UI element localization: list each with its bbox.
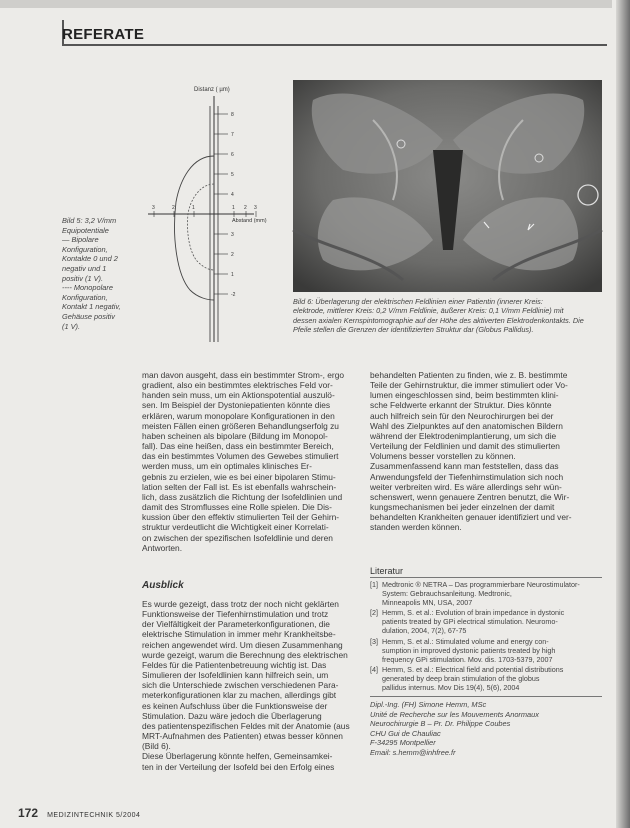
text-line: auch hilfreich sein für den Neurochirurgen bei der <box>370 410 554 421</box>
caption-line: Gehäuse positiv <box>62 311 115 321</box>
reference-line: Medtronic ® NETRA – Das programmierbare Neurostimulator- <box>382 580 580 589</box>
text-line: weiter verbreiten wird. Es wäre allerdings sehr wün- <box>370 481 562 492</box>
x-tick-label: 2 <box>244 205 247 211</box>
y-tick-label: -2 <box>231 292 236 298</box>
text-line: standen werden können. <box>370 522 462 533</box>
top-edge-band <box>0 0 612 8</box>
magazine-name: MEDIZINTECHNIK 5/2004 <box>47 812 141 819</box>
x-tick-label: 1 <box>232 205 235 211</box>
text-line: Antworten. <box>142 542 183 553</box>
reference-line: sumption in improved dystonic patients treated by high <box>382 645 556 655</box>
caption-line: Kontakt 1 negativ, <box>62 302 121 312</box>
text-line: der Vielfältigkeit der Parameterkonfigurationen, die <box>142 619 330 630</box>
x-tick-label: 2 <box>172 205 175 211</box>
address-rule <box>370 696 602 697</box>
text-line: sen. Im Beispiel der Dystoniepatienten könnte dies <box>142 400 331 411</box>
reference-list <box>370 580 605 693</box>
x-tick-label: 3 <box>254 205 257 211</box>
y-tick-label: 2 <box>231 252 234 258</box>
address-line: F-34295 Montpellier <box>370 738 436 747</box>
literature-rule <box>370 577 602 578</box>
page-gutter-shadow <box>616 0 630 828</box>
section-title: REFERATE <box>62 26 145 43</box>
text-line: (Bild 6). <box>142 741 171 752</box>
text-line: Wahl des Zielpunktes auf den anatomischen Bildern <box>370 420 563 431</box>
y-tick-label: 5 <box>231 172 234 178</box>
y-tick-label: 6 <box>231 152 234 158</box>
y-tick-label: 3 <box>231 232 234 238</box>
text-line: on zwischen der spezifischen Isofeldlinie und deren <box>142 532 333 543</box>
page-number: 172 <box>18 806 39 820</box>
text-line: lumen eingeschlossen sind, beim bestimmten klini- <box>370 390 559 401</box>
address-line: Unité de Recherche sur les Mouvements Anormaux <box>370 709 539 719</box>
reference-item <box>370 665 605 692</box>
caption-line: positiv (1 V). <box>62 273 104 283</box>
text-line: man davon ausgeht, dass ein bestimmter Strom-, ergo <box>142 370 345 380</box>
text-line: Feldes für die Patientenbetreuung wichtig ist. Das <box>142 659 327 670</box>
text-line: Volumens besser vorstellen zu können. <box>370 451 516 462</box>
text-line: lation selten der Fall ist. Es ist ebenfalls wahrschein- <box>142 481 337 492</box>
mri-image <box>293 80 602 292</box>
text-line: meisten Fällen einen größeren Behandlungserfolg zu <box>142 420 339 431</box>
reference-line: Hemm, S. et al.: Electrical field and potential distributions <box>382 664 564 674</box>
body-right-column <box>370 370 605 533</box>
text-line: gebnis zu erzielen, wie es bei einer bipolaren Stimu- <box>142 471 336 482</box>
author-address <box>370 700 539 757</box>
text-line: Funktionsweise der Tiefenhirnstimulation und trotz <box>142 609 329 620</box>
text-line: kungsmechanismen bei jeder einzelnen der damit <box>370 502 555 513</box>
text-line: es keinen Aufschluss über die Funktionsweise der <box>142 700 328 711</box>
text-line: reichen angewendet wird. Um diesen Zusammenhang <box>142 639 343 650</box>
reference-number: [2] <box>370 608 378 618</box>
y-tick-label: 7 <box>231 132 234 138</box>
text-line: des patientenspezifischen Feldes mit der Anatomie (aus <box>142 720 350 731</box>
page-footer <box>18 806 140 820</box>
caption-line: Equipotentiale <box>62 225 109 235</box>
reference-line: generated by deep brain stimulation of the globus <box>382 673 540 683</box>
reference-item <box>370 608 605 635</box>
text-line: gradient, also ein bestimmtes elektrisches Feld vor- <box>142 380 333 391</box>
caption-line: Pfeile stellen die Grenzen der identifizierten Struktur dar (Globus Pallidus). <box>293 325 534 335</box>
caption-line: Bild 6: Überlagerung der elektrischen Feldlinien einer Patientin (innerer Kreis: <box>293 297 543 306</box>
y-tick-label: 1 <box>231 272 234 278</box>
text-line: meterkonfigurationen klar zu machen, allerdings gibt <box>142 690 337 701</box>
caption-line: (1 V). <box>62 321 81 331</box>
caption-line: Kontakte 0 und 2 <box>62 254 118 264</box>
figure5-diagram <box>142 84 267 344</box>
text-line: Zusammenfassend kann man feststellen, dass das <box>370 461 559 472</box>
text-line: wurde gezeigt, warum die Berechnung des elektrischen <box>142 649 348 660</box>
figure6-caption <box>293 297 603 335</box>
text-line: elektrische Stimulation in immer mehr Krankheitsbe- <box>142 629 336 640</box>
reference-line: Hemm, S. et al.: Evolution of brain impedance in dystonic <box>382 608 565 618</box>
reference-number: [4] <box>370 664 378 674</box>
text-line: sche Feldwerte erkannt der Struktur. Dies könnte <box>370 400 552 411</box>
caption-line: Bild 5: 3,2 V/mm <box>62 216 117 225</box>
reference-line: patients treated by GPi electrical stimulation. Neuromo- <box>382 617 558 627</box>
caption-line: elektrode, mittlerer Kreis: 0,2 V/mm Feldlinie, äußerer Kreis: 0,1 V/mm Feldlinie) mit <box>293 306 564 316</box>
axis-top-label: Distanz ( µm) <box>194 87 230 93</box>
reference-line: dulation, 2004, 7(2), 67-75 <box>382 626 467 636</box>
text-line: ten in der Verteilung der Isofeld bei den Erfolg eines <box>142 761 335 772</box>
address-line: Email: s.hemm@inhfree.fr <box>370 747 456 757</box>
text-line: struktur verdeutlicht die Wichtigkeit einer Korrelati- <box>142 522 329 533</box>
reference-number: [3] <box>370 636 378 646</box>
section-heading-ausblick: Ausblick <box>142 580 184 591</box>
text-line: fall). Das eine heißen, dass ein bestimmter Bereich, <box>142 441 334 452</box>
caption-line: dessen axialen Kernspintomographie auf der Höhe des aktiverten Elektrodenkontakts. Die <box>293 315 584 325</box>
text-line: damit des Stromflusses eine Rolle spielen. Die Dis- <box>142 502 332 513</box>
reference-number: [1] <box>370 580 378 589</box>
caption-line: ---- Monopolare <box>62 283 113 293</box>
literature-heading: Literatur <box>370 566 404 576</box>
caption-line: Konfiguration, <box>62 244 108 254</box>
body-left-column-bottom <box>142 599 357 772</box>
axis-right-label: Abstand (mm) <box>232 218 267 224</box>
reference-item <box>370 637 605 664</box>
text-line: erklären, warum monopolare Konfigurationen in den <box>142 410 335 421</box>
reference-line: Hemm, S. et al.: Stimulated volume and energy con- <box>382 636 549 646</box>
reference-line: frequency GPi stimulation. Mov. dis. 1703-5379, 2007 <box>382 654 553 664</box>
text-line: Diese Überlagerung könnte helfen, Gemeinsamkei- <box>142 751 333 762</box>
address-line: CHU Gui de Chauliac <box>370 728 441 738</box>
text-line: behandelten Patienten zu finden, wie z. B. bestimmte <box>370 370 568 380</box>
x-tick-label: 3 <box>152 205 155 211</box>
x-tick-label: 1 <box>192 205 195 211</box>
text-line: behandelten Krankheiten genauer identifiziert und ver- <box>370 512 572 523</box>
text-line: Teile der Gehirnstruktur, die immer stimuliert oder Vo- <box>370 380 568 391</box>
figure5-caption <box>62 216 134 331</box>
text-line: das ein bestimmtes Volumen des Gewebes stimuliert <box>142 451 339 462</box>
text-line: sich die Unterschiede zwischen verschiedenen Para- <box>142 680 339 691</box>
text-line: MRT-Aufnahmen des Patienten) etwas besser können <box>142 731 343 742</box>
text-line: werden muss, um ein optimales klinisches Er- <box>142 461 312 472</box>
text-line: Anwendungsfeld der Tiefenhirnstimulation sich noch <box>370 471 564 482</box>
text-line: lich, dass zusätzlich die Richtung der Isofeldlinien und <box>142 491 343 502</box>
text-line: kussion über den effektiv stimulierten Teil der Gehirn- <box>142 512 340 523</box>
caption-line: Konfiguration, <box>62 292 108 302</box>
text-line: schenswert, wenn genauere Zentren benutzt, die Wir- <box>370 491 570 502</box>
text-line: während der Elektrodenimplantierung, um sich die <box>370 430 557 441</box>
caption-line: negativ und 1 <box>62 263 107 273</box>
body-left-column-top <box>142 370 357 553</box>
reference-line: System: Gebrauchsanleitung. Medtronic, <box>382 589 512 599</box>
bipolar-contour <box>175 156 214 300</box>
text-line: Simulieren der Isofeldlinien kann hilfreich sein, um <box>142 670 329 681</box>
y-tick-label: 8 <box>231 112 234 118</box>
text-line: haben scheinen als bipolare (Bildung im Monopol- <box>142 430 328 441</box>
y-tick-label: 4 <box>231 192 234 198</box>
reference-line: pallidus internus. Mov Dis 19(4), 5(6), 2004 <box>382 683 520 693</box>
address-line: Neurochirurgie B – Pr. Dr. Philippe Coubes <box>370 719 511 728</box>
address-line: Dipl.-Ing. (FH) Simone Hemm, MSc <box>370 700 487 709</box>
reference-item <box>370 580 605 607</box>
text-line: Es wurde gezeigt, dass trotz der noch nicht geklärten <box>142 599 339 609</box>
header-rule <box>62 44 607 46</box>
text-line: Verteilung der Feldlinien und damit des stimulierten <box>370 441 560 452</box>
caption-line: — Bipolare <box>62 235 99 245</box>
reference-line: Minneapolis MN, USA, 2007 <box>382 598 473 608</box>
text-line: Stimulation. Dazu wäre jedoch die Überlagerung <box>142 710 322 721</box>
text-line: handen sein muss, um ein Aktionspotential auszulö- <box>142 390 335 401</box>
